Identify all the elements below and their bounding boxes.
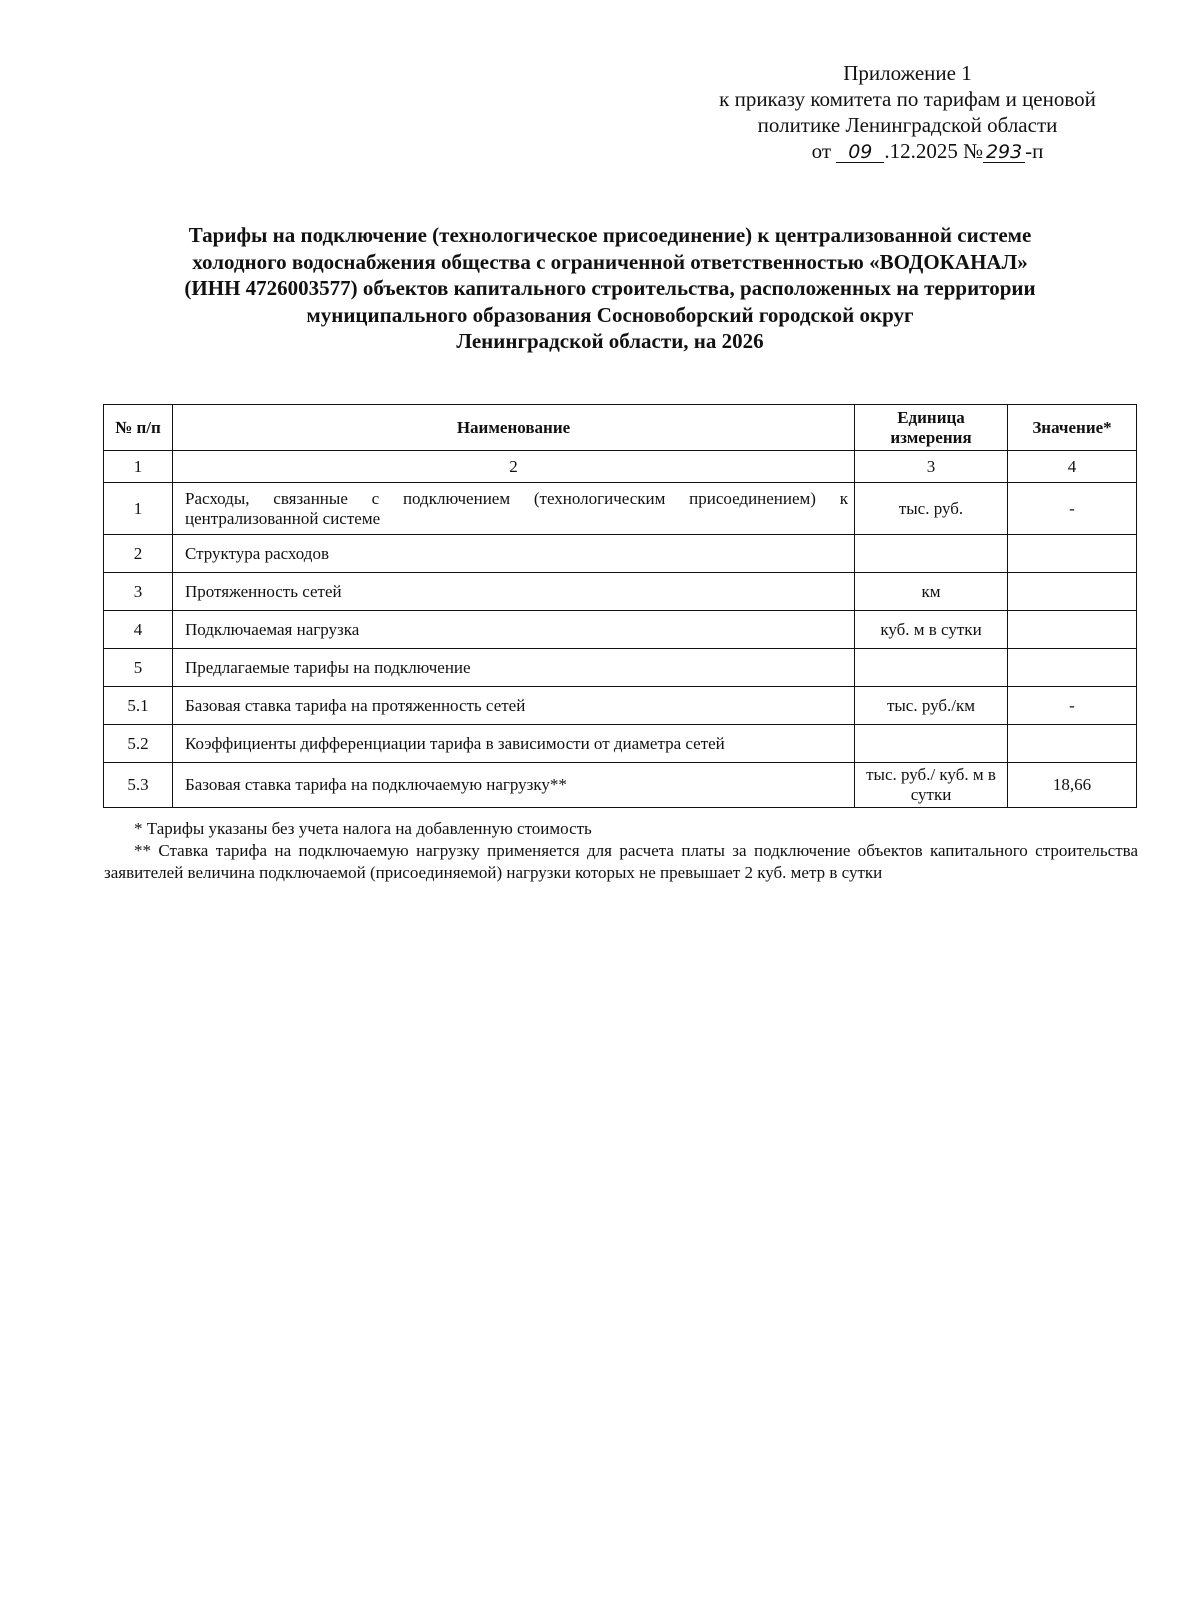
row-unit <box>855 649 1008 687</box>
row-num: 2 <box>104 535 173 573</box>
row-name: Протяженность сетей <box>173 573 855 611</box>
row-value <box>1008 611 1137 649</box>
header-value: Значение* <box>1008 405 1137 451</box>
row-name: Подключаемая нагрузка <box>173 611 855 649</box>
row-num: 5.3 <box>104 763 173 808</box>
row-num: 5.2 <box>104 725 173 763</box>
table-row <box>104 611 1137 649</box>
table-row <box>104 725 1137 763</box>
table-row <box>104 687 1137 725</box>
column-index: 4 <box>1008 451 1137 483</box>
appendix-header <box>680 60 1135 164</box>
footnote-load-rate: ** Ставка тарифа на подключаемую нагрузку применяется для расчета платы за подключение объектов капитального строительства заявителей величина подключаемой (присоединяемой) нагрузки которых не превышает 2 куб. метр в сутки <box>104 841 1138 882</box>
tariffs-table <box>103 404 1137 808</box>
column-index: 3 <box>855 451 1008 483</box>
row-name: Расходы, связанные с подключением (технологическим присоединением) к централизованной системе <box>173 483 855 535</box>
title-line: (ИНН 4726003577) объектов капитального строительства, расположенных на территории <box>184 276 1036 300</box>
header-name: Наименование <box>173 405 855 451</box>
document-title <box>110 222 1110 355</box>
table-row <box>104 649 1137 687</box>
appendix-line-3: политике Ленинградской области <box>757 113 1058 137</box>
row-unit: тыс. руб./ куб. м в сутки <box>855 763 1008 808</box>
row-unit: куб. м в сутки <box>855 611 1008 649</box>
column-index: 1 <box>104 451 173 483</box>
header-num: № п/п <box>104 405 173 451</box>
row-unit: тыс. руб./км <box>855 687 1008 725</box>
row-unit: км <box>855 573 1008 611</box>
row-value: - <box>1008 687 1137 725</box>
title-line: холодного водоснабжения общества с ограниченной ответственностью «ВОДОКАНАЛ» <box>192 249 1028 274</box>
row-num: 5 <box>104 649 173 687</box>
order-number-handwritten: 293 <box>983 142 1025 163</box>
row-name: Коэффициенты дифференциации тарифа в зависимости от диаметра сетей <box>173 725 855 763</box>
appendix-line-2: к приказу комитета по тарифам и ценовой <box>719 87 1096 111</box>
date-rest: .12.2025 № <box>884 139 984 163</box>
title-line: Ленинградской области, на 2026 <box>456 329 764 353</box>
row-name: Базовая ставка тарифа на протяженность сетей <box>173 687 855 725</box>
row-num: 1 <box>104 483 173 535</box>
row-unit <box>855 725 1008 763</box>
row-value: 18,66 <box>1008 763 1137 808</box>
row-name: Базовая ставка тарифа на подключаемую нагрузку** <box>173 763 855 808</box>
row-value <box>1008 535 1137 573</box>
column-index-row <box>104 451 1137 483</box>
row-num: 3 <box>104 573 173 611</box>
row-unit: тыс. руб. <box>855 483 1008 535</box>
row-value <box>1008 573 1137 611</box>
table-header-row <box>104 405 1137 451</box>
table-row <box>104 573 1137 611</box>
column-index: 2 <box>173 451 855 483</box>
appendix-line-1: Приложение 1 <box>843 61 972 85</box>
row-name: Предлагаемые тарифы на подключение <box>173 649 855 687</box>
order-suffix: -п <box>1025 139 1044 163</box>
date-day-handwritten: 09 <box>836 142 884 163</box>
title-line: муниципального образования Сосновоборский городской округ <box>306 302 914 327</box>
row-num: 4 <box>104 611 173 649</box>
date-prefix: от <box>811 139 832 163</box>
header-unit: Единица измерения <box>855 405 1008 451</box>
row-num: 5.1 <box>104 687 173 725</box>
title-line: Тарифы на подключение (технологическое присоединение) к централизованной системе <box>188 223 1032 247</box>
table-row <box>104 483 1137 535</box>
footnote-vat: * Тарифы указаны без учета налога на добавленную стоимость <box>134 819 592 838</box>
table-row <box>104 535 1137 573</box>
appendix-date-line <box>680 138 1135 164</box>
row-unit <box>855 535 1008 573</box>
row-value <box>1008 649 1137 687</box>
row-value: - <box>1008 483 1137 535</box>
footnotes <box>104 818 1138 884</box>
row-value <box>1008 725 1137 763</box>
row-name: Структура расходов <box>173 535 855 573</box>
table-row <box>104 763 1137 808</box>
